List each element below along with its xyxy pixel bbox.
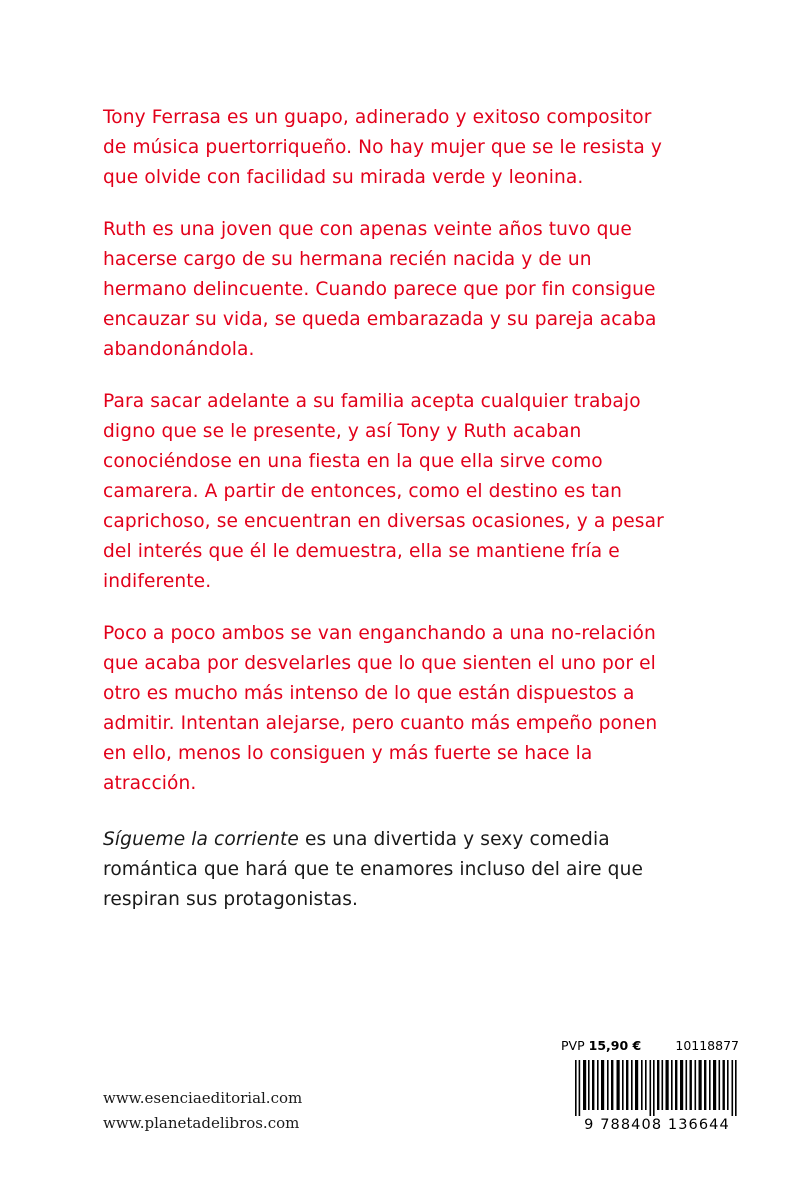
blurb-paragraph-2: Ruth es una joven que con apenas veinte años tuvo que hacerse cargo de su hermana recién nacida y de un hermano delincuente. Cuando parece que por fin consigue encauzar su vida, se queda embarazada y su pareja acaba abandonándola. — [103, 219, 657, 360]
barcode — [573, 1060, 741, 1133]
price-label-value — [561, 1038, 641, 1053]
price-value: 15,90 € — [588, 1038, 642, 1053]
publisher-urls — [103, 1086, 302, 1136]
price-label: PVP — [561, 1038, 585, 1053]
closing-text: es una divertida y sexy comedia romántica que hará que te enamores incluso del aire que respiran sus protagonistas. — [103, 829, 643, 910]
blurb-paragraph-1: Tony Ferrasa es un guapo, adinerado y exitoso compositor de música puertorriqueño. No hay mujer que se le resista y que olvide con facilidad su mirada verde y leonina. — [103, 107, 663, 188]
price-and-code-line — [561, 1038, 741, 1059]
book-title: Sígueme la corriente — [103, 829, 299, 850]
product-code: 10118877 — [675, 1038, 739, 1053]
barcode-bars-icon — [573, 1060, 741, 1116]
url-esencia[interactable]: www.esenciaeditorial.com — [103, 1089, 303, 1107]
blurb-paragraph-4: Poco a poco ambos se van enganchando a una no-relación que acaba por desvelarles que lo que sienten el uno por el otro es mucho más intenso de lo que están dispuestos a admitir. Intentan alejarse, pero cuanto más empeño ponen en ello, menos lo consiguen y más fuerte se hace la atracción. — [103, 623, 658, 794]
isbn-digits: 9 788408 136644 — [584, 1117, 730, 1133]
url-planeta[interactable]: www.planetadelibros.com — [103, 1114, 300, 1132]
blurb-text-block — [103, 103, 665, 937]
price-row — [561, 1038, 741, 1053]
blurb-paragraph-3: Para sacar adelante a su familia acepta cualquier trabajo digno que se le presente, y así Tony y Ruth acaban conociéndose en una fiesta en la que ella sirve como camarera. A partir de entonces, como el destino es tan caprichoso, se encuentran en diversas ocasiones, y a pesar del interés que él le demuestra, ella se mantiene fría e indiferente. — [103, 391, 664, 592]
closing-paragraph — [103, 825, 665, 915]
